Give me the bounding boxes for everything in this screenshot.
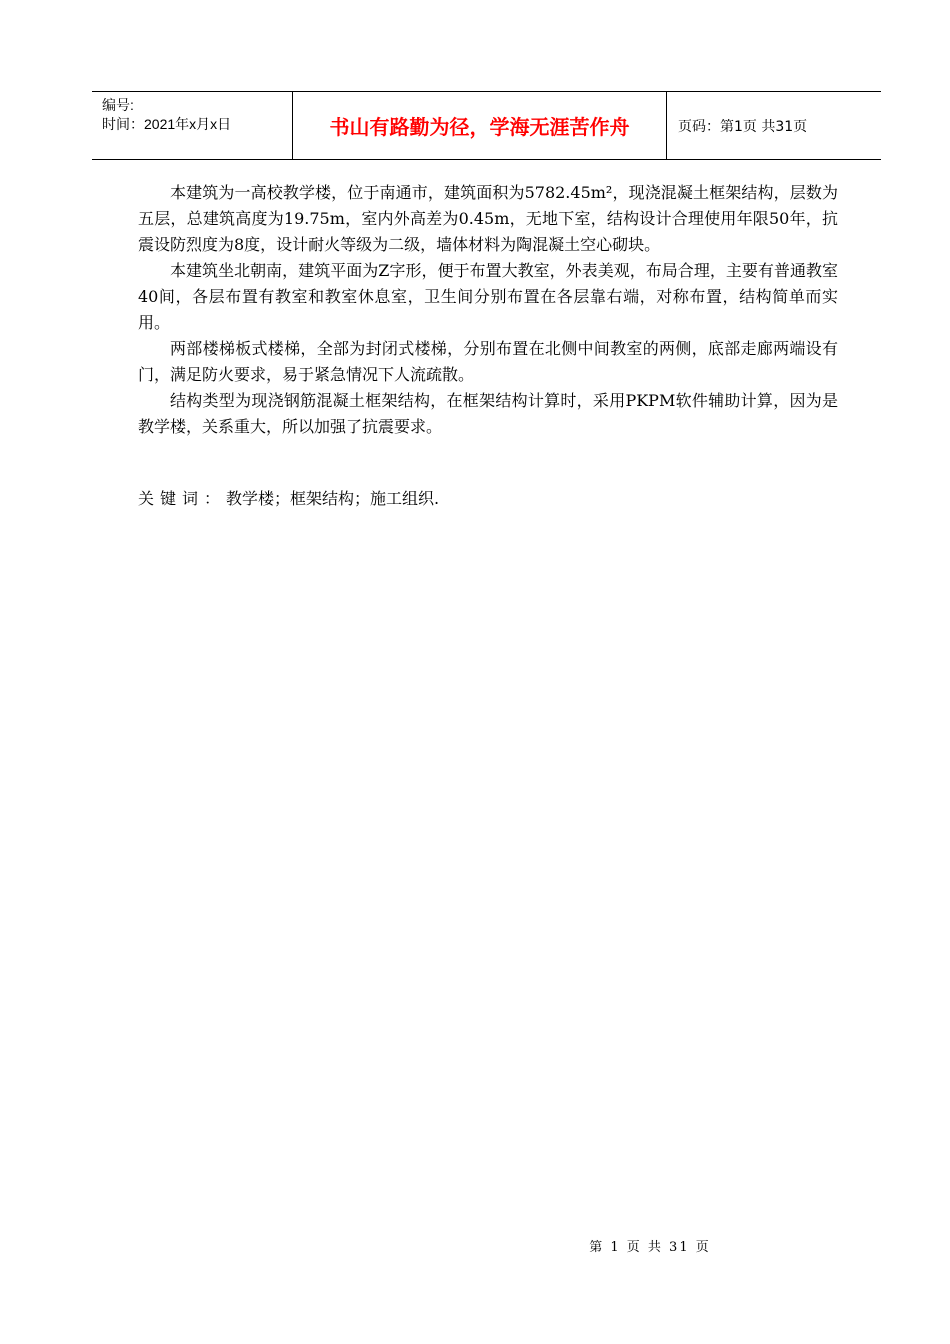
header-left-cell — [92, 92, 292, 159]
header-page-info: 页码：第1页 共31页 — [678, 118, 808, 135]
document-number-label: 编号: — [102, 97, 134, 113]
document-header — [92, 91, 881, 160]
keywords-label: 关键词： — [138, 489, 227, 508]
paragraph: 结构类型为现浇钢筋混凝土框架结构，在框架结构计算时，采用PKPM软件辅助计算，因为是教学楼，关系重大，所以加强了抗震要求。 — [138, 391, 838, 436]
document-time-label: 时间：2021年x月x日 — [102, 116, 232, 132]
header-page-info-cell — [666, 92, 881, 159]
header-motto: 书山有路勤为径，学海无涯苦作舟 — [292, 92, 667, 159]
keywords-value: 教学楼；框架结构；施工组织. — [226, 489, 440, 508]
paragraph: 本建筑坐北朝南，建筑平面为Z字形，便于布置大教室，外表美观，布局合理，主要有普通教室40间，各层布置有教室和教室休息室，卫生间分别布置在各层靠右端，对称布置，结构简单而实用。 — [138, 261, 838, 332]
document-body — [138, 180, 838, 440]
keywords-line — [138, 486, 439, 509]
page-footer — [0, 1236, 950, 1255]
paragraph: 两部楼梯板式楼梯，全部为封闭式楼梯，分别布置在北侧中间教室的两侧，底部走廊两端设有门，满足防火要求，易于紧急情况下人流疏散。 — [138, 339, 838, 384]
footer-page-number: 第 1 页 共 31 页 — [589, 1240, 711, 1255]
paragraph: 本建筑为一高校教学楼，位于南通市，建筑面积为5782.45m²，现浇混凝土框架结构，层数为五层，总建筑高度为19.75m，室内外高差为0.45m，无地下室，结构设计合理使用年限50年，抗震设防烈度为8度，设计耐火等级为二级，墙体材料为陶混凝土空心砌块。 — [138, 183, 838, 254]
